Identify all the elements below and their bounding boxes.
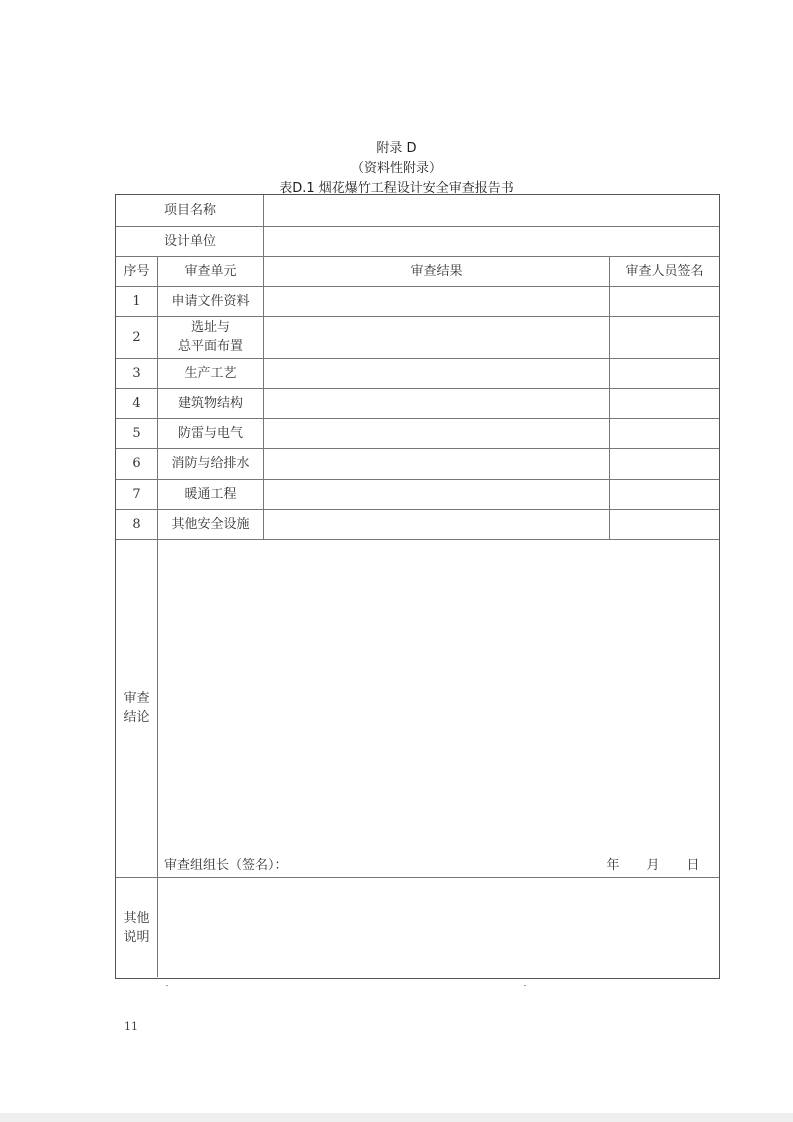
scan-speck: [166, 985, 168, 986]
row-signature-field[interactable]: [610, 316, 719, 358]
row-unit-line: 选址与: [190, 320, 230, 335]
other-notes-label: [116, 878, 157, 978]
row-result-field[interactable]: [264, 286, 609, 316]
leader-signature-label: 审查组组长（签名）：: [164, 857, 288, 873]
row-result-field[interactable]: [264, 358, 609, 388]
row-seq: 3: [132, 365, 141, 381]
row-unit: 申请文件资料: [171, 293, 250, 309]
row-seq: 6: [132, 456, 141, 471]
row-signature-field[interactable]: [610, 448, 719, 479]
row-unit: 其他安全设施: [171, 516, 250, 532]
row-unit: [158, 316, 263, 358]
row-unit-line: 总平面布置: [177, 339, 243, 354]
row-unit: 生产工艺: [184, 365, 237, 381]
row-unit: 暖通工程: [184, 486, 237, 502]
row-result-field[interactable]: [264, 316, 609, 358]
row-signature-field[interactable]: [610, 418, 719, 448]
scan-speck: [524, 985, 526, 986]
row-result-field[interactable]: [264, 388, 609, 418]
scan-bottom-edge: [0, 1113, 793, 1122]
column-header-signature: 审查人员签名: [625, 263, 704, 279]
row-unit: 防雷与电气: [177, 425, 243, 441]
row-unit: 建筑物结构: [177, 395, 243, 411]
review-report-form: [115, 194, 720, 979]
row-signature-field[interactable]: [610, 509, 719, 539]
row-seq: 7: [132, 486, 141, 502]
row-result-field[interactable]: [264, 448, 609, 479]
appendix-note: （资料性附录）: [350, 161, 442, 176]
page-number: 11: [124, 1020, 138, 1033]
row-signature-field[interactable]: [610, 286, 719, 316]
row-signature-field[interactable]: [610, 388, 719, 418]
row-unit: 消防与给排水: [171, 456, 250, 471]
other-notes-label-line: 其他: [123, 911, 150, 926]
project-name-label: 项目名称: [164, 203, 217, 218]
row-seq: 8: [132, 516, 141, 532]
conclusion-label: [116, 539, 157, 877]
project-name-field[interactable]: [264, 195, 719, 226]
conclusion-label-line: 结论: [123, 710, 150, 725]
row-seq: 1: [132, 293, 141, 309]
design-unit-label: 设计单位: [164, 233, 217, 249]
design-unit-field[interactable]: [264, 226, 719, 256]
row-signature-field[interactable]: [610, 479, 719, 509]
column-header-unit: 审查单元: [184, 263, 237, 279]
date-year-label: 年: [606, 857, 620, 873]
row-signature-field[interactable]: [610, 358, 719, 388]
conclusion-label-line: 审查: [123, 691, 150, 706]
row-seq: 2: [132, 329, 141, 345]
table-title: 表D.1 烟花爆竹工程设计安全审查报告书: [279, 181, 514, 196]
column-header-result: 审查结果: [410, 263, 463, 279]
row-seq: 4: [132, 395, 141, 411]
row-result-field[interactable]: [264, 509, 609, 539]
row-result-field[interactable]: [264, 418, 609, 448]
row-result-field[interactable]: [264, 479, 609, 509]
other-notes-field[interactable]: [158, 878, 719, 978]
date-day-label: 日: [686, 857, 700, 873]
other-notes-label-line: 说明: [123, 930, 150, 945]
column-header-seq: 序号: [123, 263, 150, 279]
date-month-label: 月: [646, 857, 660, 873]
appendix-heading: 附录 D: [376, 141, 417, 156]
conclusion-field[interactable]: [158, 539, 719, 849]
row-seq: 5: [132, 425, 141, 441]
